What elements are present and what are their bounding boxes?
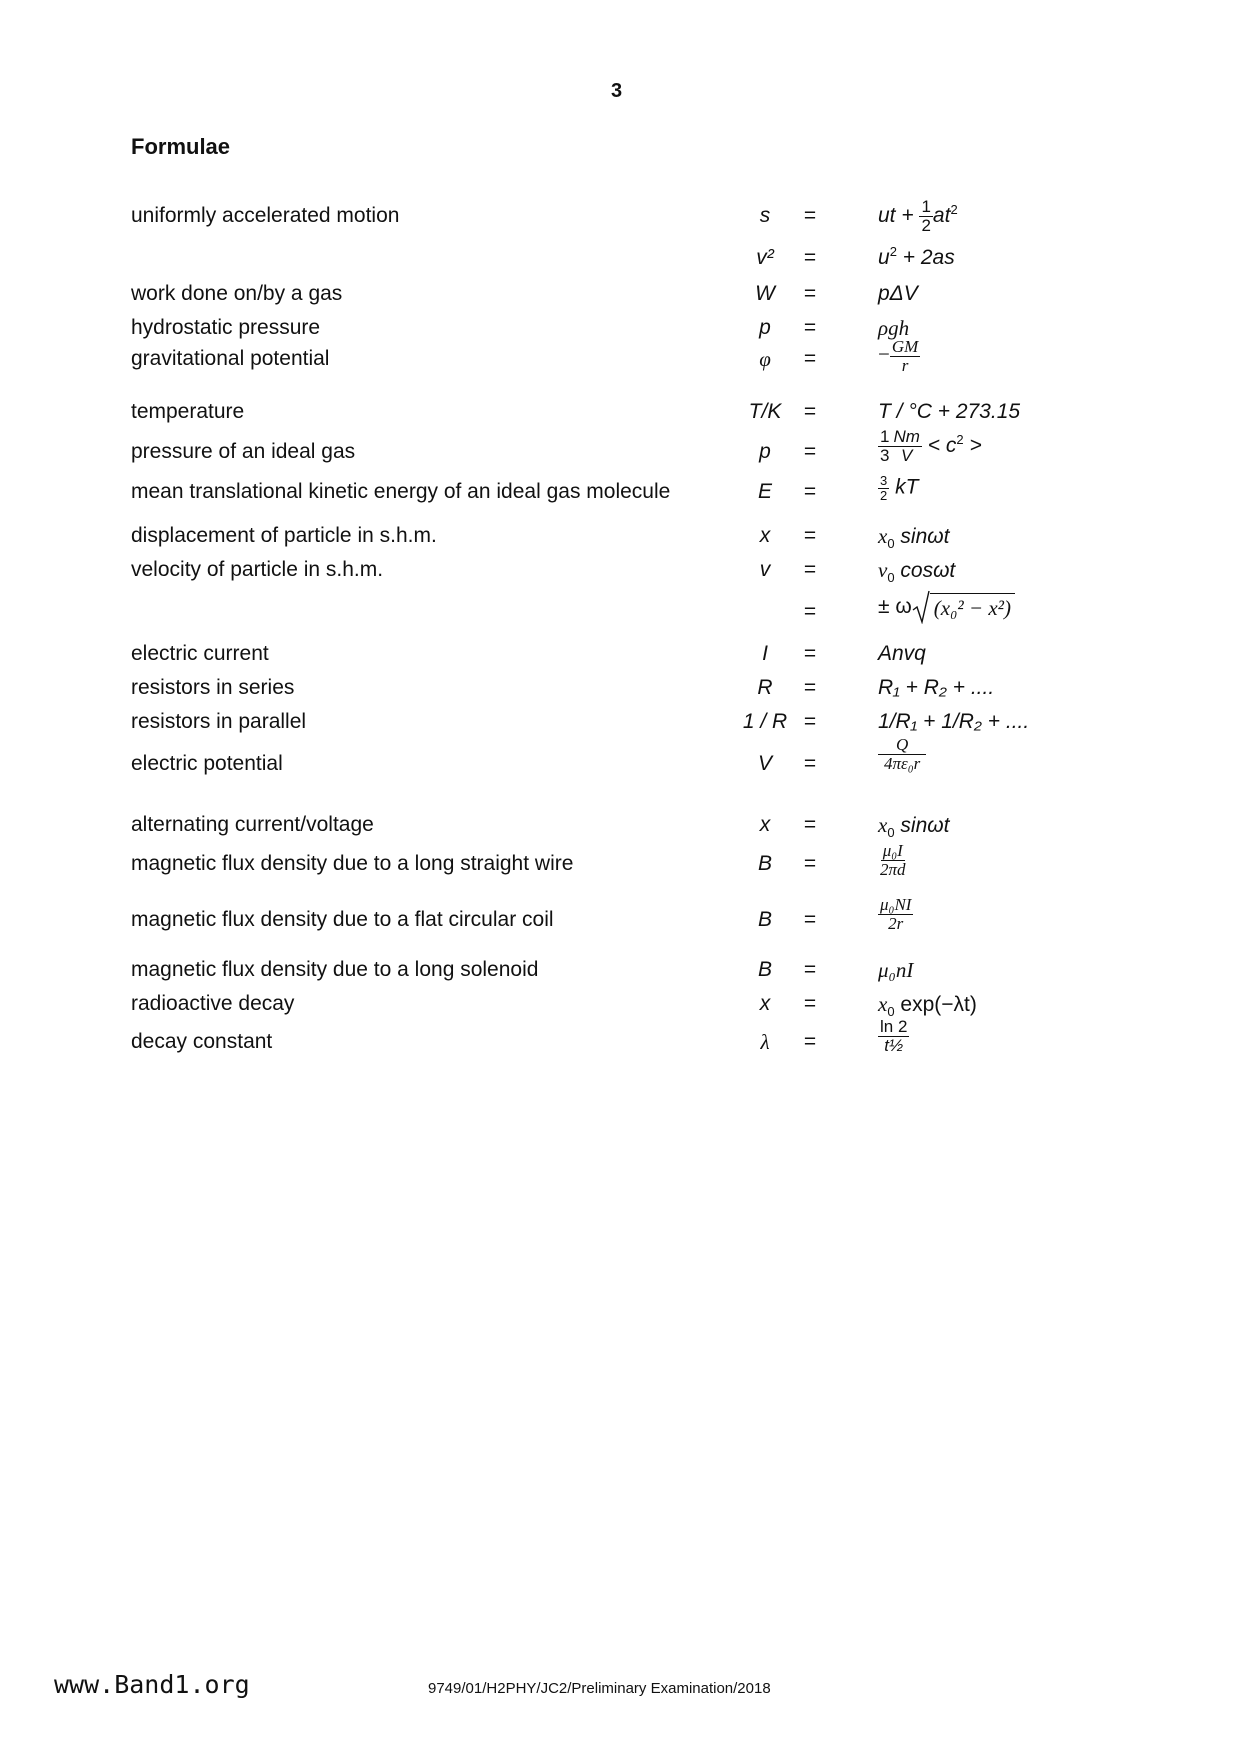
formula-symbol: B — [757, 852, 772, 875]
formula-label-shm-displacement: displacement of particle in s.h.m. — [131, 524, 437, 547]
formula-label-straight-wire: magnetic flux density due to a long straight wire — [131, 852, 574, 875]
equals-sign: = — [803, 246, 817, 269]
expr-resistors-parallel: 1/R₁ + 1/R₂ + .... — [878, 710, 1030, 733]
formula-symbol: 1 / R — [742, 710, 788, 733]
footer-exam-code: 9749/01/H2PHY/JC2/Preliminary Examination/2018 — [428, 1680, 771, 1697]
expr-alternating-current: $x_0$ sinωt — [878, 813, 950, 841]
formula-symbol: λ — [760, 1030, 770, 1054]
formula-label-electric-potential: electric potential — [131, 752, 283, 775]
formula-label-radioactive-decay: radioactive decay — [131, 992, 295, 1015]
formula-symbol: T/K — [748, 400, 782, 423]
expr-electric-current: Anvq — [878, 642, 926, 665]
formula-label-ideal-gas: pressure of an ideal gas — [131, 440, 356, 463]
expr-radioactive-decay: $x_0$ exp(−λt) — [878, 992, 977, 1020]
expr-uam-displacement: ut + $\frac{1}{2}$ $at^2$ — [878, 197, 958, 235]
equals-sign: = — [803, 282, 817, 305]
formula-symbol: p — [759, 440, 771, 463]
equals-sign: = — [803, 676, 817, 699]
expr-uam-velocity: $u^2 + 2as$ — [878, 244, 955, 269]
expr-shm-velocity: $v_0$ cosωt — [878, 558, 956, 586]
expr-electric-potential: $\frac{Q}{\text{4πε₀r}}$ — [878, 736, 926, 773]
formula-symbol: s — [759, 204, 771, 227]
formula-label-ac: alternating current/voltage — [131, 813, 374, 836]
formula-symbol: B — [757, 908, 772, 931]
equals-sign: = — [803, 642, 817, 665]
formula-label-kinetic-energy: mean translational kinetic energy of an ideal gas molecule — [131, 480, 671, 503]
formula-label-circular-coil: magnetic flux density due to a flat circular coil — [131, 908, 554, 931]
formula-symbol: x — [759, 813, 771, 836]
expr-solenoid: μ₀nI — [878, 958, 914, 982]
formula-label-work: work done on/by a gas — [131, 282, 343, 305]
equals-sign: = — [803, 480, 817, 503]
formula-symbol: φ — [759, 347, 771, 371]
expr-decay-constant: $\frac{\ln 2}{\text{t½}}$ — [880, 1017, 908, 1055]
formula-symbol: v² — [756, 246, 774, 269]
equals-sign: = — [803, 524, 817, 547]
formula-symbol: R — [757, 676, 773, 699]
expr-straight-wire: $\frac{\text{μ₀I}}{2\pi d}$ — [880, 841, 906, 879]
formula-symbol: x — [759, 524, 771, 547]
formula-label-decay-constant: decay constant — [131, 1030, 273, 1053]
equals-sign: = — [803, 958, 817, 981]
expr-shm-velocity-amplitude: ± ω (x₀² − x²) — [878, 590, 1015, 624]
equals-sign: = — [803, 710, 817, 733]
equals-sign: = — [803, 1030, 817, 1053]
formula-label-parallel: resistors in parallel — [131, 710, 307, 733]
formula-symbol: I — [762, 642, 768, 665]
formula-symbol: V — [757, 752, 772, 775]
formula-label-series: resistors in series — [131, 676, 295, 699]
formula-label-gravitational: gravitational potential — [131, 347, 330, 370]
page-heading: Formulae — [131, 134, 231, 159]
formula-symbol: p — [759, 316, 771, 339]
formula-symbol: x — [759, 992, 771, 1015]
formula-label-shm-velocity: velocity of particle in s.h.m. — [131, 558, 384, 581]
equals-sign: = — [803, 992, 817, 1015]
equals-sign: = — [803, 440, 817, 463]
equals-sign: = — [803, 558, 817, 581]
formula-label-solenoid: magnetic flux density due to a long solenoid — [131, 958, 539, 981]
footer-website: www.Band1.org — [54, 1670, 250, 1699]
expr-circular-coil: $\frac{\text{μ₀NI}}{2r}$ — [880, 895, 912, 933]
equals-sign: = — [803, 204, 817, 227]
expr-gravitational-potential: − $\frac{GM}{r}$ — [878, 337, 919, 375]
expr-resistors-series: R₁ + R₂ + .... — [878, 676, 995, 699]
equals-sign: = — [803, 600, 817, 623]
formula-label-current: electric current — [131, 642, 269, 665]
formula-symbol: W — [755, 282, 775, 305]
equals-sign: = — [803, 752, 817, 775]
expr-work-done: pΔV — [878, 282, 918, 305]
equals-sign: = — [803, 813, 817, 836]
equals-sign: = — [803, 347, 817, 370]
expr-ideal-gas-pressure: $\frac{1}{3}$ $\frac{Nm}{V}$ < $c^2$ > — [880, 427, 982, 465]
formula-label-uam: uniformly accelerated motion — [131, 204, 400, 227]
equals-sign: = — [803, 908, 817, 931]
page-number: 3 — [611, 80, 623, 102]
formula-symbol: v — [759, 558, 771, 581]
square-root-icon — [912, 590, 930, 624]
equals-sign: = — [803, 316, 817, 339]
formula-label-hydrostatic: hydrostatic pressure — [131, 316, 321, 339]
formula-symbol: B — [757, 958, 772, 981]
equals-sign: = — [803, 400, 817, 423]
equals-sign: = — [803, 852, 817, 875]
expr-temperature: T / °C + 273.15 — [878, 400, 1021, 423]
expr-hydrostatic: ρgh — [878, 316, 910, 340]
fraction-half: $\frac{1}{2}$ — [921, 197, 931, 235]
formula-label-temperature: temperature — [131, 400, 245, 423]
expr-shm-displacement: $x_0$ sinωt — [878, 524, 950, 552]
formula-symbol: E — [757, 480, 772, 503]
expr-kinetic-energy: $\frac{3}{2}$ kT — [880, 473, 919, 503]
